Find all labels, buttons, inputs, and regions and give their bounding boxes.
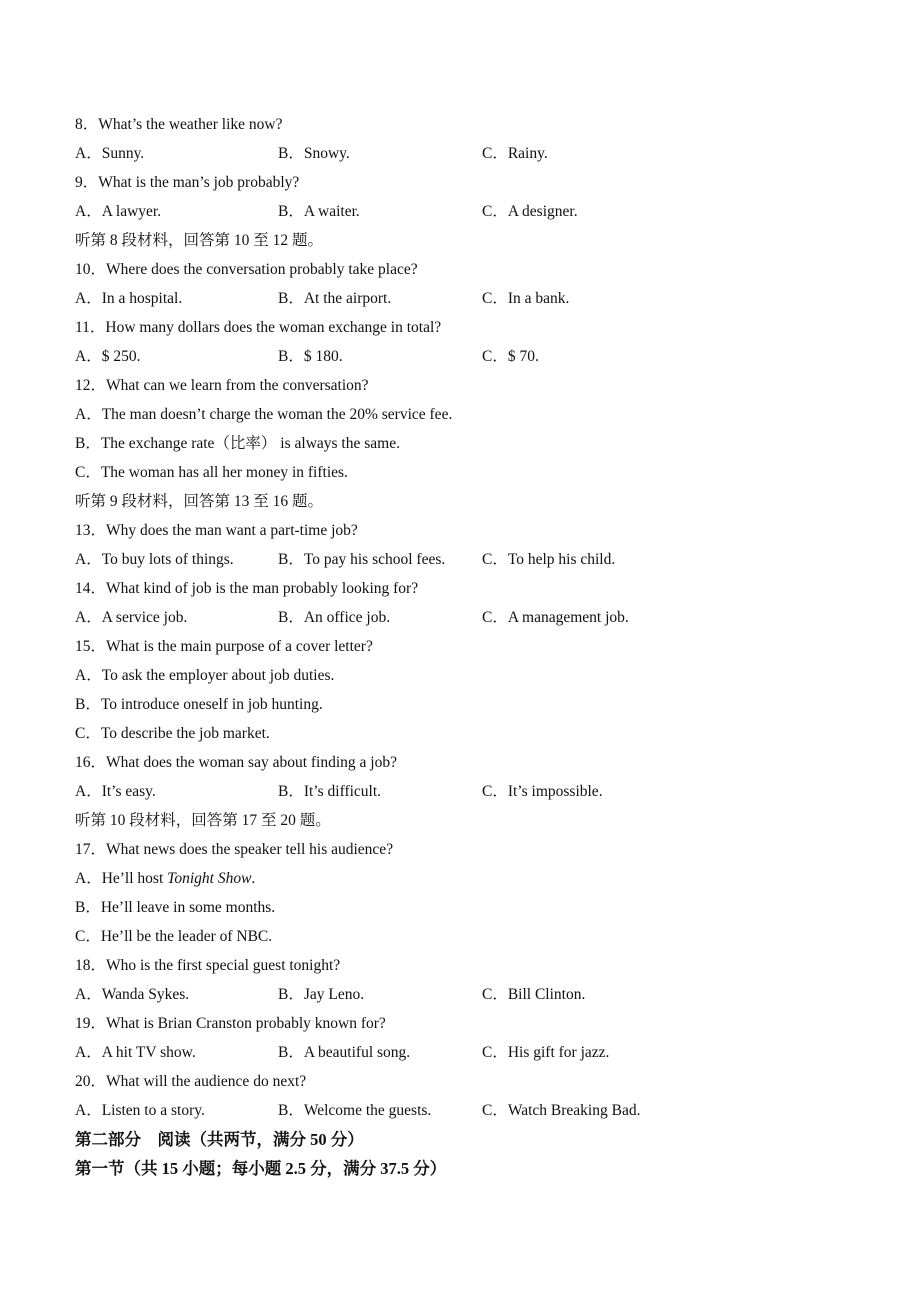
question-19-stem [75,1009,855,1038]
part-2-heading [75,1125,855,1154]
option-c: C．$ 70. [482,348,539,365]
question-11-options [75,342,855,371]
option-a: A．Wanda Sykes. [75,986,190,1003]
option-c: C．Bill Clinton. [482,986,586,1003]
question-16-text: 16．What does the woman say about finding a job? [75,754,397,771]
option-a: A．A service job. [75,609,188,626]
question-18-options [75,980,855,1009]
section-1-heading-text: 第一节（共 15 小题；每小题 2.5 分，满分 37.5 分） [75,1159,447,1178]
question-15-text: 15．What is the main purpose of a cover letter? [75,638,373,655]
listening-questions [75,110,855,1183]
question-17-option-c [75,922,855,951]
question-8-text: 8．What’s the weather like now? [75,116,283,133]
part-2-section-1-heading [75,1154,855,1183]
question-20-options [75,1096,855,1125]
option-c: C．A management job. [482,609,629,626]
question-10-options [75,284,855,313]
section-9-instruction [75,487,855,516]
option-a: A．Listen to a story. [75,1102,205,1119]
question-20-text: 20．What will the audience do next? [75,1073,307,1090]
option-b: B．A beautiful song. [278,1044,411,1061]
question-15-option-c [75,719,855,748]
option-c: C．In a bank. [482,290,570,307]
option-c: C．Watch Breaking Bad. [482,1102,641,1119]
question-15-option-a [75,661,855,690]
question-8-stem [75,110,855,139]
part-2-heading-text: 第二部分 阅读（共两节，满分 50 分） [75,1130,364,1149]
option-c: C．His gift for jazz. [482,1044,610,1061]
question-9-options [75,197,855,226]
question-15-option-b [75,690,855,719]
option-b: B．To introduce oneself in job hunting. [75,696,323,713]
option-a [75,864,255,893]
option-b: B．Snowy. [278,145,350,162]
question-11-stem [75,313,855,342]
question-12-option-b [75,429,855,458]
question-8-options [75,139,855,168]
option-b: B．It’s difficult. [278,783,382,800]
question-14-options [75,603,855,632]
question-17-stem [75,835,855,864]
question-14-text: 14．What kind of job is the man probably looking for? [75,580,419,597]
question-13-options [75,545,855,574]
option-a: A．Sunny. [75,145,145,162]
option-a-suffix: . [251,870,256,887]
question-9-text: 9．What is the man’s job probably? [75,174,300,191]
question-13-text: 13．Why does the man want a part-time job? [75,522,358,539]
question-17-text: 17．What news does the speaker tell his audience? [75,841,394,858]
question-12-option-a [75,400,855,429]
question-19-options [75,1038,855,1067]
section-8-instruction [75,226,855,255]
question-10-text: 10．Where does the conversation probably take place? [75,261,418,278]
option-c: C．He’ll be the leader of NBC. [75,928,273,945]
question-13-stem [75,516,855,545]
question-14-stem [75,574,855,603]
option-a: A．The man doesn’t charge the woman the 20% service fee. [75,406,453,423]
question-18-text: 18．Who is the first special guest tonight? [75,957,341,974]
option-b: B．He’ll leave in some months. [75,899,276,916]
option-b: B．$ 180. [278,348,343,365]
option-b: B．To pay his school fees. [278,551,446,568]
question-10-stem [75,255,855,284]
option-c: C．Rainy. [482,145,548,162]
section-9-text: 听第 9 段材料，回答第 13 至 16 题。 [75,493,324,510]
question-12-stem [75,371,855,400]
question-19-text: 19．What is Brian Cranston probably known for? [75,1015,386,1032]
option-c: C．A designer. [482,203,578,220]
option-c: C．It’s impossible. [482,783,603,800]
question-16-stem [75,748,855,777]
section-8-text: 听第 8 段材料，回答第 10 至 12 题。 [75,232,324,249]
question-16-options [75,777,855,806]
option-a: A．To ask the employer about job duties. [75,667,335,684]
question-12-option-c [75,458,855,487]
question-9-stem [75,168,855,197]
question-12-text: 12．What can we learn from the conversation? [75,377,369,394]
option-a: A．In a hospital. [75,290,183,307]
question-11-text: 11．How many dollars does the woman exchange in total? [75,319,442,336]
option-a: A．$ 250. [75,348,141,365]
show-title: Tonight Show [167,870,252,887]
option-a: A．A lawyer. [75,203,162,220]
option-b: B．Welcome the guests. [278,1102,432,1119]
option-b: B．The exchange rate（比率） is always the same. [75,435,400,452]
option-b: B．An office job. [278,609,391,626]
question-17-option-a [75,864,855,893]
option-a: A．To buy lots of things. [75,551,234,568]
option-b: B．A waiter. [278,203,360,220]
option-a: A．A hit TV show. [75,1044,196,1061]
option-a: A．It’s easy. [75,783,156,800]
option-b: B．At the airport. [278,290,392,307]
section-10-instruction [75,806,855,835]
question-18-stem [75,951,855,980]
option-b: B．Jay Leno. [278,986,365,1003]
question-20-stem [75,1067,855,1096]
question-15-stem [75,632,855,661]
section-10-text: 听第 10 段材料，回答第 17 至 20 题。 [75,812,331,829]
question-17-option-b [75,893,855,922]
option-c: C．To help his child. [482,551,616,568]
option-c: C．The woman has all her money in fifties. [75,464,348,481]
option-c: C．To describe the job market. [75,725,270,742]
option-a-prefix: A．He’ll host [75,870,168,887]
